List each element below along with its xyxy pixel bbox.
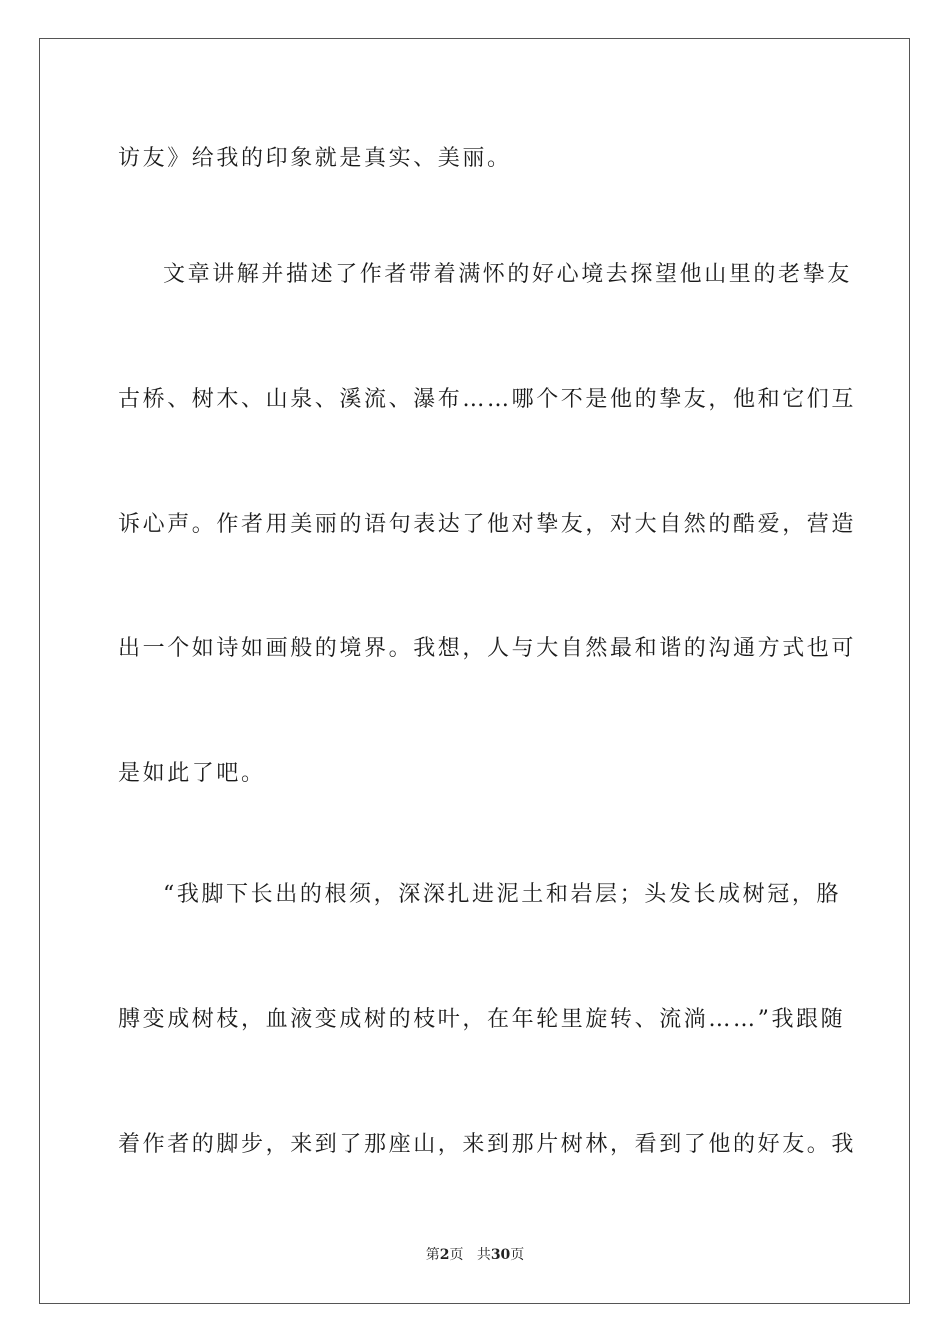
text-line: 是如此了吧。	[118, 761, 266, 786]
page-frame	[39, 38, 910, 1304]
footer-page-suffix: 页	[449, 1247, 464, 1263]
text-line: 古桥、树木、山泉、溪流、瀑布……哪个不是他的挚友，他和它们互	[118, 387, 857, 412]
page-footer	[0, 1246, 950, 1264]
text-line: “我脚下长出的根须，深深扎进泥土和岩层；头发长成树冠，胳	[163, 882, 842, 907]
footer-total-suffix: 页	[510, 1247, 525, 1263]
text-line: 着作者的脚步，来到了那座山，来到那片树林，看到了他的好友。我	[118, 1132, 857, 1157]
text-line: 文章讲解并描述了作者带着满怀的好心境去探望他山里的老挚友	[163, 262, 852, 287]
text-line: 访友》给我的印象就是真实、美丽。	[118, 146, 512, 171]
footer-page-number: 2	[439, 1247, 450, 1263]
text-line: 诉心声。作者用美丽的语句表达了他对挚友，对大自然的酷爱，营造	[118, 512, 857, 537]
text-line: 出一个如诗如画般的境界。我想，人与大自然最和谐的沟通方式也可	[118, 636, 857, 661]
footer-page-prefix: 第	[425, 1247, 440, 1263]
text-line: 膊变成树枝，血液变成树的枝叶，在年轮里旋转、流淌……”我跟随	[118, 1007, 846, 1032]
footer-total-prefix: 共	[476, 1247, 491, 1263]
footer-total-pages: 30	[490, 1247, 511, 1263]
